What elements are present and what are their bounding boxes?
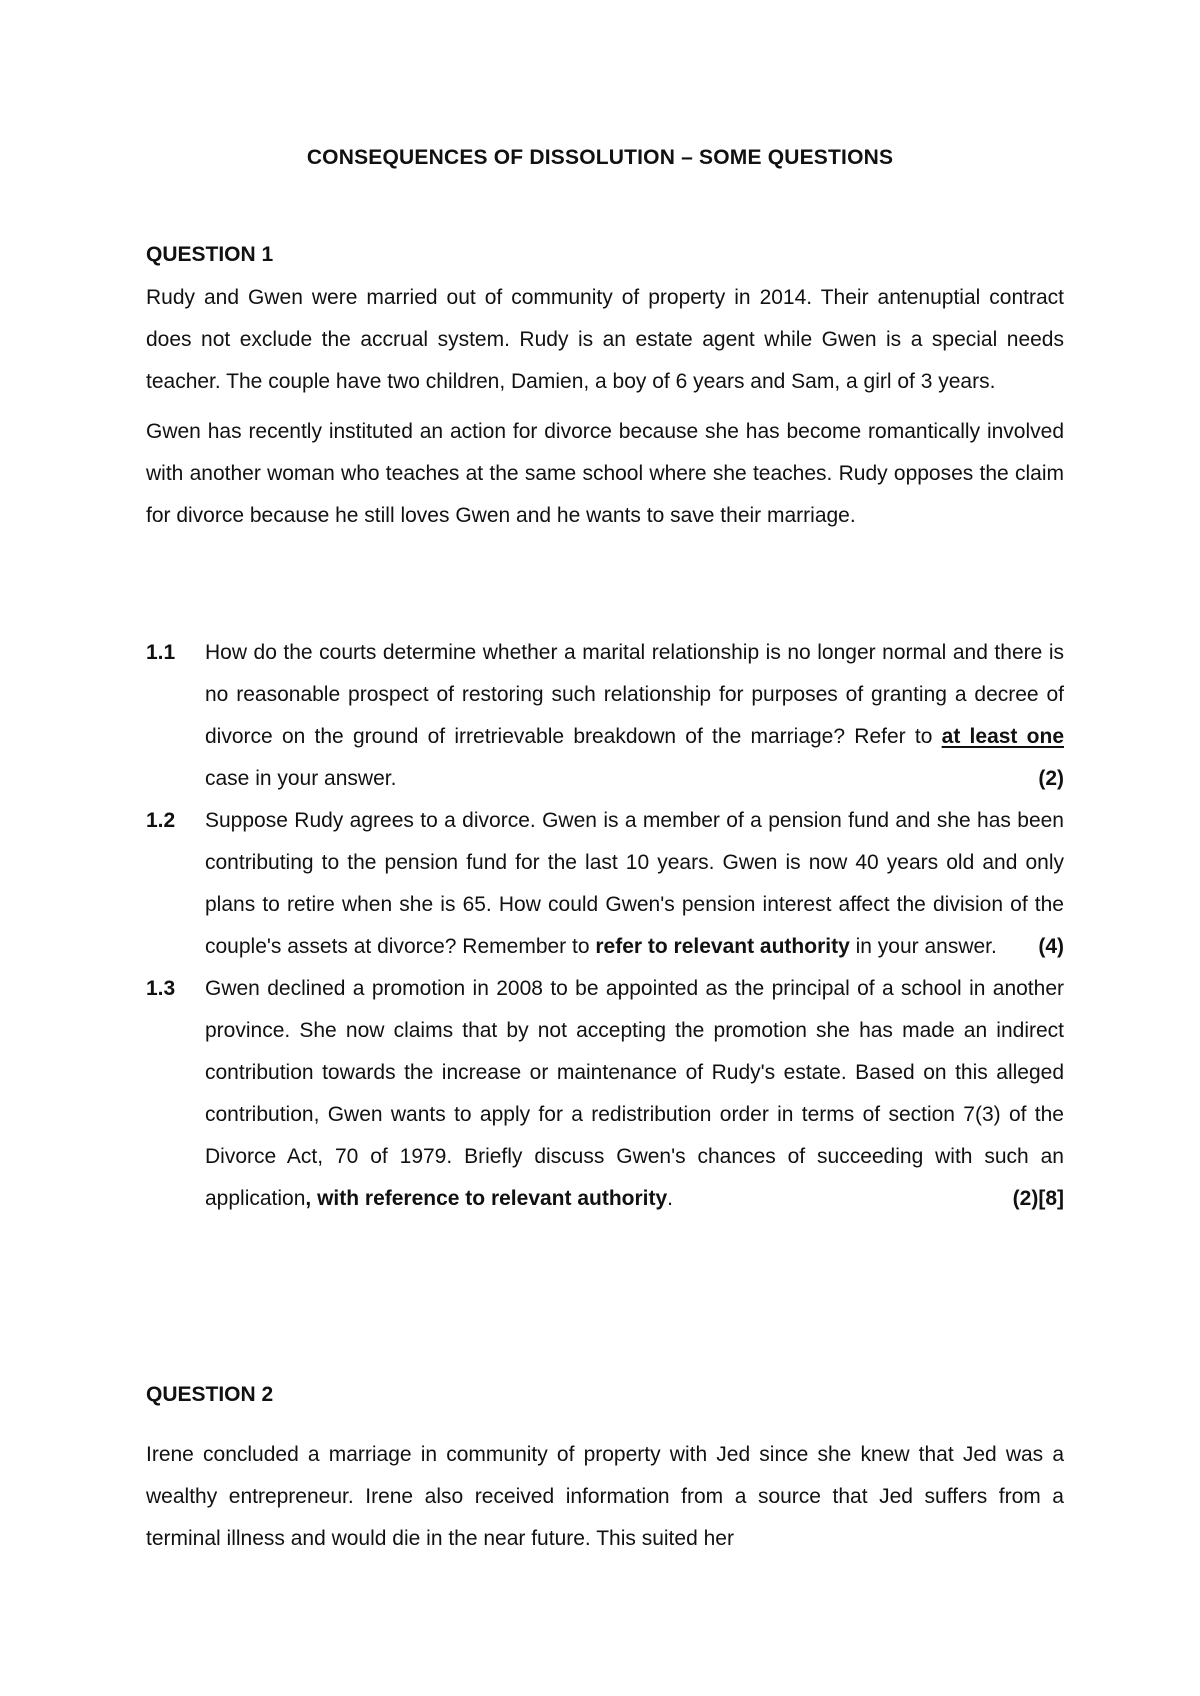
marks-label: (2): [1038, 767, 1064, 790]
subquestion-text: Suppose Rudy agrees to a divorce. Gwen is a member of a pension fund and she has been contributing to the pension fund for the last 10 years. Gwen is now 40 years old and only plans to retire when she is 65. How could Gwen's pension interest affect the division of the couple's assets at divorce? Remember to: [205, 809, 1064, 958]
subquestion-text-end: case in your answer.: [205, 767, 397, 790]
subquestion-text-end: in your answer.: [849, 935, 997, 958]
subquestion-text-end: .: [667, 1187, 674, 1210]
question-1-heading: QUESTION 1: [146, 243, 274, 266]
marks-label: (2)[8]: [1012, 1187, 1064, 1210]
question-2-heading: QUESTION 2: [146, 1383, 274, 1406]
question-2-paragraph-1: Irene concluded a marriage in community of property with Jed since she knew that Jed was a wealthy entrepreneur. Irene also received information from a source that Jed suffers from a terminal illness and would die in the near future. This suited her: [146, 1443, 1064, 1550]
emphasis-text: , with reference to relevant authority: [305, 1187, 668, 1210]
subquestion-number: 1.2: [146, 809, 176, 832]
subquestion-text: Gwen declined a promotion in 2008 to be appointed as the principal of a school in another province. She now claims that by not accepting the promotion she has made an indirect contribution towards the increase or maintenance of Rudy's estate. Based on this alleged contribution, Gwen wants to apply for a redistribution order in terms of section 7(3) of the Divorce Act, 70 of 1979. Briefly discuss Gwen's chances of succeeding with such an application: [205, 977, 1064, 1210]
emphasis-text: refer to relevant authority: [595, 935, 850, 958]
subquestion-1-1: [146, 632, 1064, 800]
document-title: CONSEQUENCES OF DISSOLUTION – SOME QUESTIONS: [306, 146, 894, 169]
subquestion-1-3: [146, 968, 1064, 1220]
question-2-body: [146, 1434, 1064, 1560]
marks-label: (4): [1038, 935, 1064, 958]
subquestion-text: How do the courts determine whether a marital relationship is no longer normal and there is no reasonable prospect of restoring such relationship for purposes of granting a decree of divorce on the ground of irretrievable breakdown of the marriage? Refer to: [205, 641, 1064, 748]
subquestion-number: 1.1: [146, 641, 176, 664]
question-1-subquestions: [146, 632, 1064, 1220]
subquestion-number: 1.3: [146, 977, 176, 1000]
question-1-intro: [146, 277, 1064, 537]
subquestion-1-2: [146, 800, 1064, 968]
emphasis-text: at least one: [941, 725, 1065, 748]
question-1-paragraph-1: Rudy and Gwen were married out of community of property in 2014. Their antenuptial contract does not exclude the accrual system. Rudy is an estate agent while Gwen is a special needs teacher. The couple have two children, Damien, a boy of 6 years and Sam, a girl of 3 years.: [146, 286, 1064, 393]
question-1-paragraph-2: Gwen has recently instituted an action for divorce because she has become romantically involved with another woman who teaches at the same school where she teaches. Rudy opposes the claim for divorce because he still loves Gwen and he wants to save their marriage.: [146, 420, 1064, 527]
